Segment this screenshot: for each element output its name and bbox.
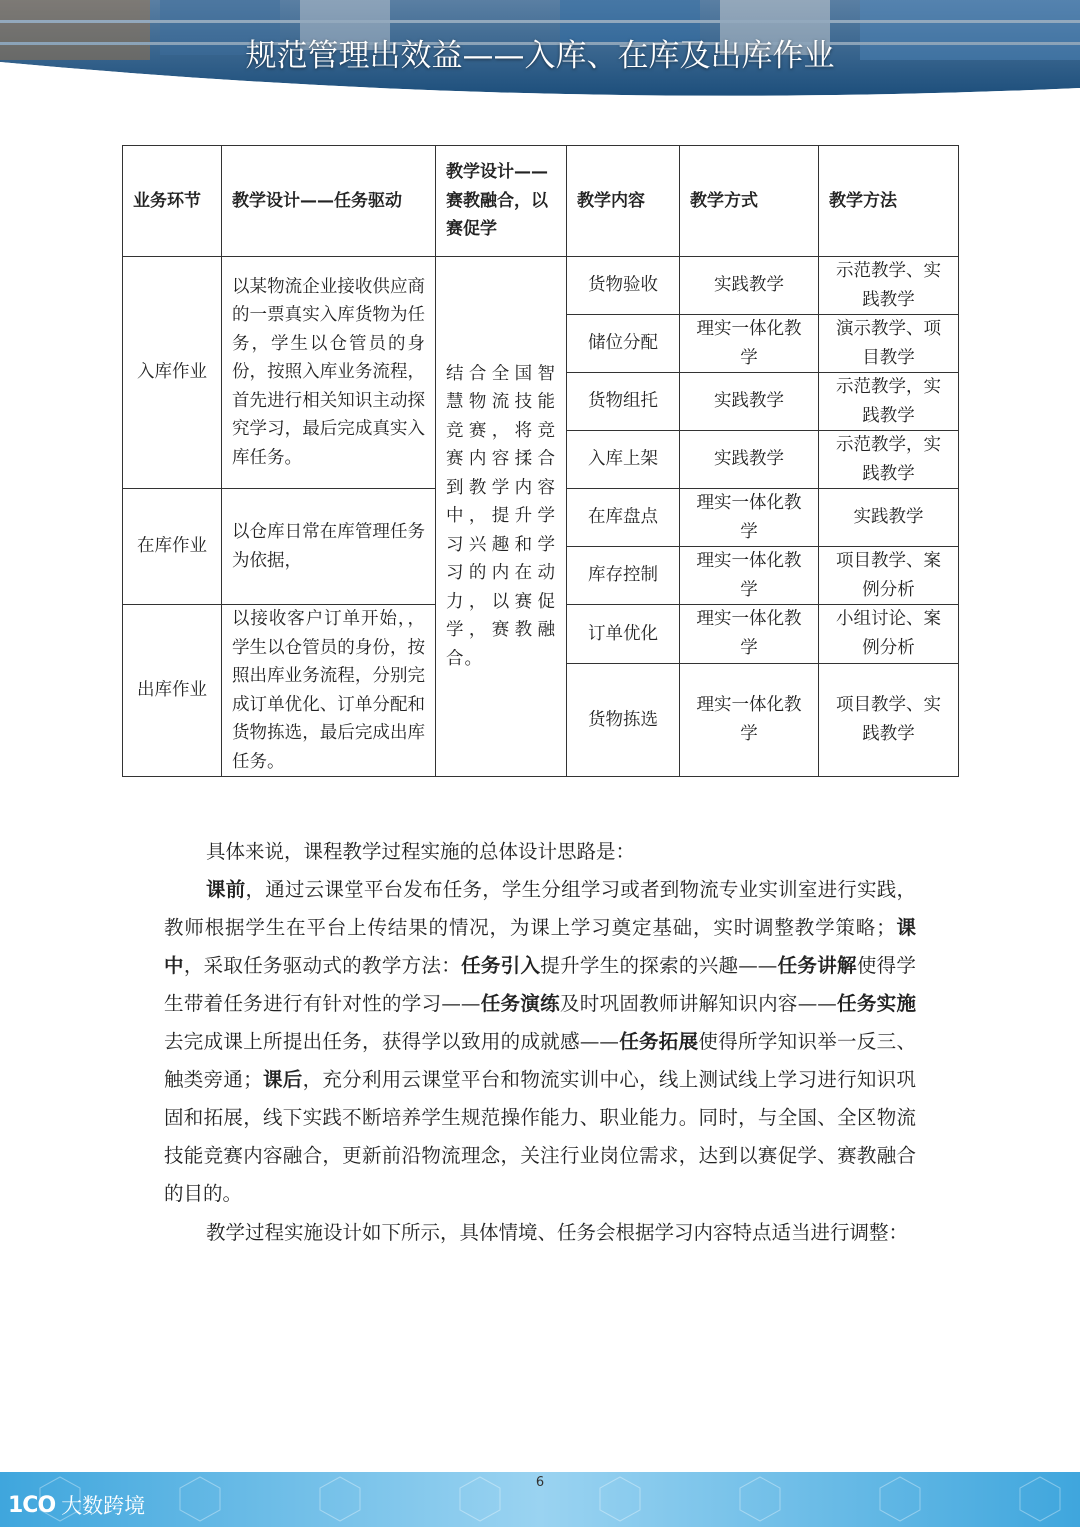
header-stage: 业务环节 xyxy=(123,146,222,257)
bold-term: 任务引入 xyxy=(461,954,541,977)
text-run: 及时巩固教师讲解知识内容—— xyxy=(559,992,837,1015)
task-cell: 以接收客户订单开始，，学生以仓管员的身份，按照出库业务流程，分别完成订单优化、订单分配和货物拣选，最后完成出库任务。 xyxy=(222,605,436,777)
text-run: ，采取任务驱动式的教学方法： xyxy=(183,954,462,977)
closing-paragraph: 教学过程实施设计如下所示，具体情境、任务会根据学习内容特点适当进行调整： xyxy=(206,1221,909,1244)
header-mode: 教学方式 xyxy=(680,146,819,257)
method-cell: 示范教学，实践教学 xyxy=(819,373,959,431)
table-header-row xyxy=(123,146,959,257)
page-number: 6 xyxy=(535,1475,545,1490)
mode-cell: 理实一体化教学 xyxy=(680,605,819,664)
text-run: ，充分利用云课堂平台和物流实训中心，线上测试线上学习进行知识巩固和拓展，线下实践不断培养学生规范操作能力、职业能力。同时，与全国、全区物流技能竞赛内容融合，更新前沿物流理念，关注行业岗位需求，达到以赛促学、赛教融合的目的。 xyxy=(164,1068,916,1205)
brand-logo xyxy=(8,1488,145,1522)
text-run: 使得所学知识举一反三、触类旁通； xyxy=(164,1030,916,1091)
design-paragraph xyxy=(164,871,916,1213)
mode-cell: 理实一体化教学 xyxy=(680,663,819,776)
header-task: 教学设计——任务驱动 xyxy=(222,146,436,257)
mode-cell: 理实一体化教学 xyxy=(680,315,819,373)
table-row xyxy=(123,257,959,315)
stage-cell: 在库作业 xyxy=(123,489,222,605)
competition-cell: 结合全国智慧物流技能竞赛，将竞赛内容揉合到教学内容中，提升学习兴趣和学习的内在动力，以赛促学，赛教融合。 xyxy=(436,257,567,777)
content-cell: 货物拣选 xyxy=(567,663,680,776)
header-content: 教学内容 xyxy=(567,146,680,257)
bold-term: 任务拓展 xyxy=(618,1030,699,1053)
logo-mark: 1CO xyxy=(8,1492,56,1518)
text-run: ，通过云课堂平台发布任务，学生分组学习或者到物流专业实训室进行实践，教师根据学生在平台上传结果的情况，为课上学习奠定基础，实时调整教学策略； xyxy=(164,878,916,939)
content-cell: 入库上架 xyxy=(567,431,680,489)
intro-paragraph: 具体来说，课程教学过程实施的总体设计思路是： xyxy=(206,840,636,863)
task-cell: 以仓库日常在库管理任务为依据， xyxy=(222,489,436,605)
method-cell: 演示教学、项目教学 xyxy=(819,315,959,373)
content-cell: 订单优化 xyxy=(567,605,680,664)
method-cell: 实践教学 xyxy=(819,489,959,547)
bold-term: 任务演练 xyxy=(480,992,560,1015)
text-run: 提升学生的探索的兴趣—— xyxy=(540,954,778,977)
mode-cell: 实践教学 xyxy=(680,257,819,315)
header-banner xyxy=(0,0,1080,100)
text-run: 使得学生带着任务进行有针对性的学习—— xyxy=(164,954,916,1015)
text-run: 去完成课上所提出任务，获得学以致用的成就感—— xyxy=(164,1030,619,1053)
logo-text: 大数跨境 xyxy=(61,1494,146,1518)
banner-title: 规范管理出效益——入库、在库及出库作业 xyxy=(245,38,835,74)
header-competition: 教学设计——赛教融合，以赛促学 xyxy=(436,146,567,257)
stage-cell: 入库作业 xyxy=(123,257,222,489)
header-method: 教学方法 xyxy=(819,146,959,257)
bold-term: 课后 xyxy=(262,1068,303,1091)
method-cell: 示范教学，实践教学 xyxy=(819,431,959,489)
method-cell: 项目教学、案例分析 xyxy=(819,547,959,605)
mode-cell: 理实一体化教学 xyxy=(680,547,819,605)
stage-cell: 出库作业 xyxy=(123,605,222,777)
bold-term: 任务实施 xyxy=(836,992,916,1015)
content-cell: 在库盘点 xyxy=(567,489,680,547)
task-cell: 以某物流企业接收供应商的一票真实入库货物为任务，学生以仓管员的身份，按照入库业务流程，首先进行相关知识主动探究学习，最后完成真实入库任务。 xyxy=(222,257,436,489)
bold-term: 课中 xyxy=(164,916,916,977)
bold-term: 课前 xyxy=(206,878,246,901)
bold-term: 任务讲解 xyxy=(777,954,857,977)
content-cell: 库存控制 xyxy=(567,547,680,605)
mode-cell: 实践教学 xyxy=(680,373,819,431)
method-cell: 小组讨论、案例分析 xyxy=(819,605,959,664)
teaching-design-table xyxy=(122,145,959,777)
method-cell: 示范教学、实践教学 xyxy=(819,257,959,315)
method-cell: 项目教学、实践教学 xyxy=(819,663,959,776)
mode-cell: 实践教学 xyxy=(680,431,819,489)
content-cell: 储位分配 xyxy=(567,315,680,373)
content-cell: 货物组托 xyxy=(567,373,680,431)
mode-cell: 理实一体化教学 xyxy=(680,489,819,547)
content-cell: 货物验收 xyxy=(567,257,680,315)
